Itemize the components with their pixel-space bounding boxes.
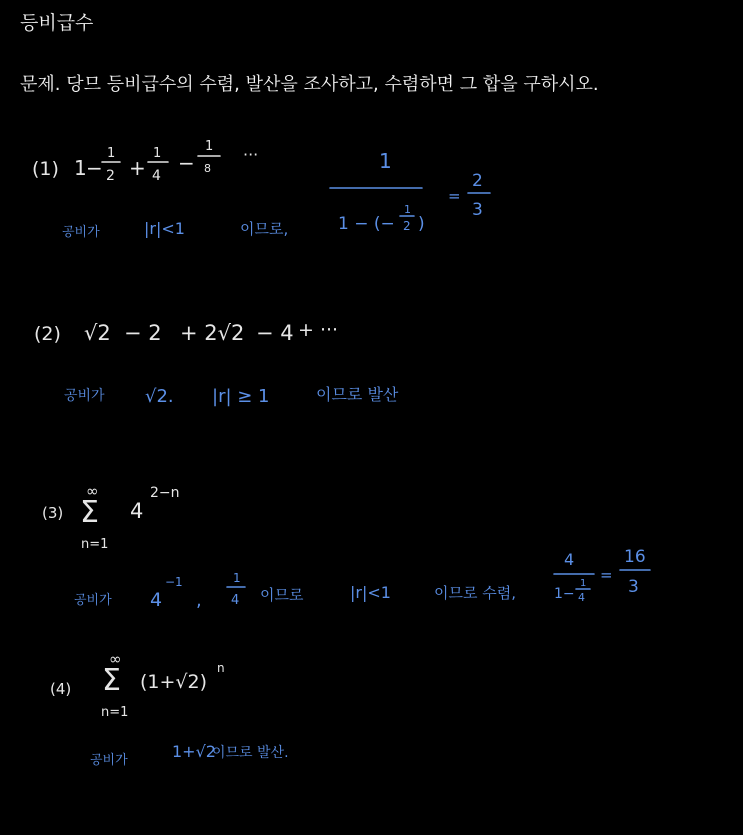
- sum-numerator: 1: [379, 149, 392, 173]
- problem-2-label: (2): [34, 323, 61, 345]
- question-text: 문제. 당므 등비급수의 수렴, 발산을 조사하고, 수렴하면 그 합을 구하시오.: [20, 74, 599, 95]
- equals-sign: =: [600, 566, 613, 584]
- ratio-text: 공비가: [74, 593, 112, 608]
- problem-4-solution: [90, 742, 289, 768]
- term-exponent: n: [217, 661, 225, 675]
- sum-den-close-paren: ): [418, 214, 425, 234]
- sum-denominator-lead: 1−: [554, 586, 575, 602]
- conclusion: 이므로 수렴,: [434, 584, 516, 602]
- sum-denominator-prefix: 1 − (−: [338, 214, 395, 234]
- sigma-lower-limit: n=1: [101, 705, 129, 720]
- series-term-4: − 4: [256, 321, 294, 345]
- result-numerator: 16: [624, 547, 646, 567]
- problem-2: [34, 319, 399, 407]
- ratio-base: 4: [150, 589, 163, 611]
- page-title: 등비급수: [20, 12, 94, 34]
- conclusion: 이므로 발산.: [212, 745, 289, 761]
- quarter-denominator: 4: [152, 168, 161, 184]
- term-base: 4: [130, 499, 144, 523]
- condition: |r|<1: [350, 583, 391, 602]
- conclusion: 이므로 발산: [316, 385, 399, 404]
- series-term-one: 1: [74, 156, 87, 180]
- half-numerator: 1: [107, 146, 116, 161]
- problem-1-solution: [62, 149, 490, 240]
- sum-numerator: 4: [564, 550, 575, 569]
- problem-1-series: [74, 139, 258, 184]
- series-term-5: + ···: [298, 319, 339, 341]
- sigma-symbol: Σ: [102, 663, 121, 698]
- term-exponent: 2−n: [150, 485, 180, 501]
- result-numerator: 2: [472, 171, 483, 191]
- problem-3-label: (3): [42, 504, 64, 522]
- quarter-numerator: 1: [153, 146, 162, 161]
- problem-1: [32, 139, 490, 240]
- problem-3: [42, 482, 650, 611]
- sum-den-frac-denominator: 4: [578, 591, 585, 604]
- eighth-denominator: 8: [204, 162, 211, 175]
- problem-2-series: [84, 319, 338, 345]
- series-plus: +: [129, 156, 146, 180]
- condition: |r|<1: [144, 219, 185, 238]
- problem-1-label: (1): [32, 158, 59, 180]
- ratio-text: 공비가: [62, 225, 100, 240]
- sum-den-frac-numerator: 1: [580, 578, 587, 589]
- problem-4-label: (4): [50, 680, 72, 698]
- series-ellipsis: ···: [243, 145, 259, 164]
- ratio-exponent: −1: [165, 575, 183, 589]
- reason: 이므로,: [240, 220, 289, 238]
- ratio-value: √2.: [145, 386, 174, 407]
- half-denominator: 2: [106, 168, 115, 184]
- ratio-frac-denominator: 4: [231, 593, 240, 608]
- series-term-2: − 2: [124, 321, 162, 345]
- sigma-upper-limit: ∞: [86, 482, 99, 500]
- equals-sign: =: [448, 187, 461, 205]
- series-minus-2: −: [178, 151, 195, 175]
- ratio-frac-numerator: 1: [233, 571, 241, 585]
- sigma-symbol: Σ: [80, 495, 99, 530]
- series-term-3: + 2√2: [180, 321, 245, 345]
- series-minus-1: −: [86, 156, 103, 180]
- result-denominator: 3: [472, 200, 483, 220]
- problem-2-solution: [64, 385, 399, 407]
- ratio-text: 공비가: [90, 753, 128, 768]
- sum-den-frac-denominator: 2: [403, 219, 411, 233]
- comma: ,: [196, 590, 202, 611]
- eighth-numerator: 1: [205, 139, 214, 154]
- condition: |r| ≥ 1: [212, 386, 270, 407]
- sigma-upper-limit: ∞: [109, 650, 122, 668]
- result-denominator: 3: [628, 577, 639, 597]
- reason: 이므로: [260, 586, 304, 604]
- ratio-text: 공비가: [64, 388, 105, 404]
- sum-den-frac-numerator: 1: [404, 203, 411, 216]
- ratio-value: 1+√2: [172, 742, 216, 761]
- problem-3-solution: [74, 547, 650, 611]
- series-term-1: √2: [84, 321, 111, 345]
- term-base: (1+√2): [140, 671, 208, 693]
- sigma-lower-limit: n=1: [81, 537, 109, 552]
- problem-4: [50, 650, 289, 768]
